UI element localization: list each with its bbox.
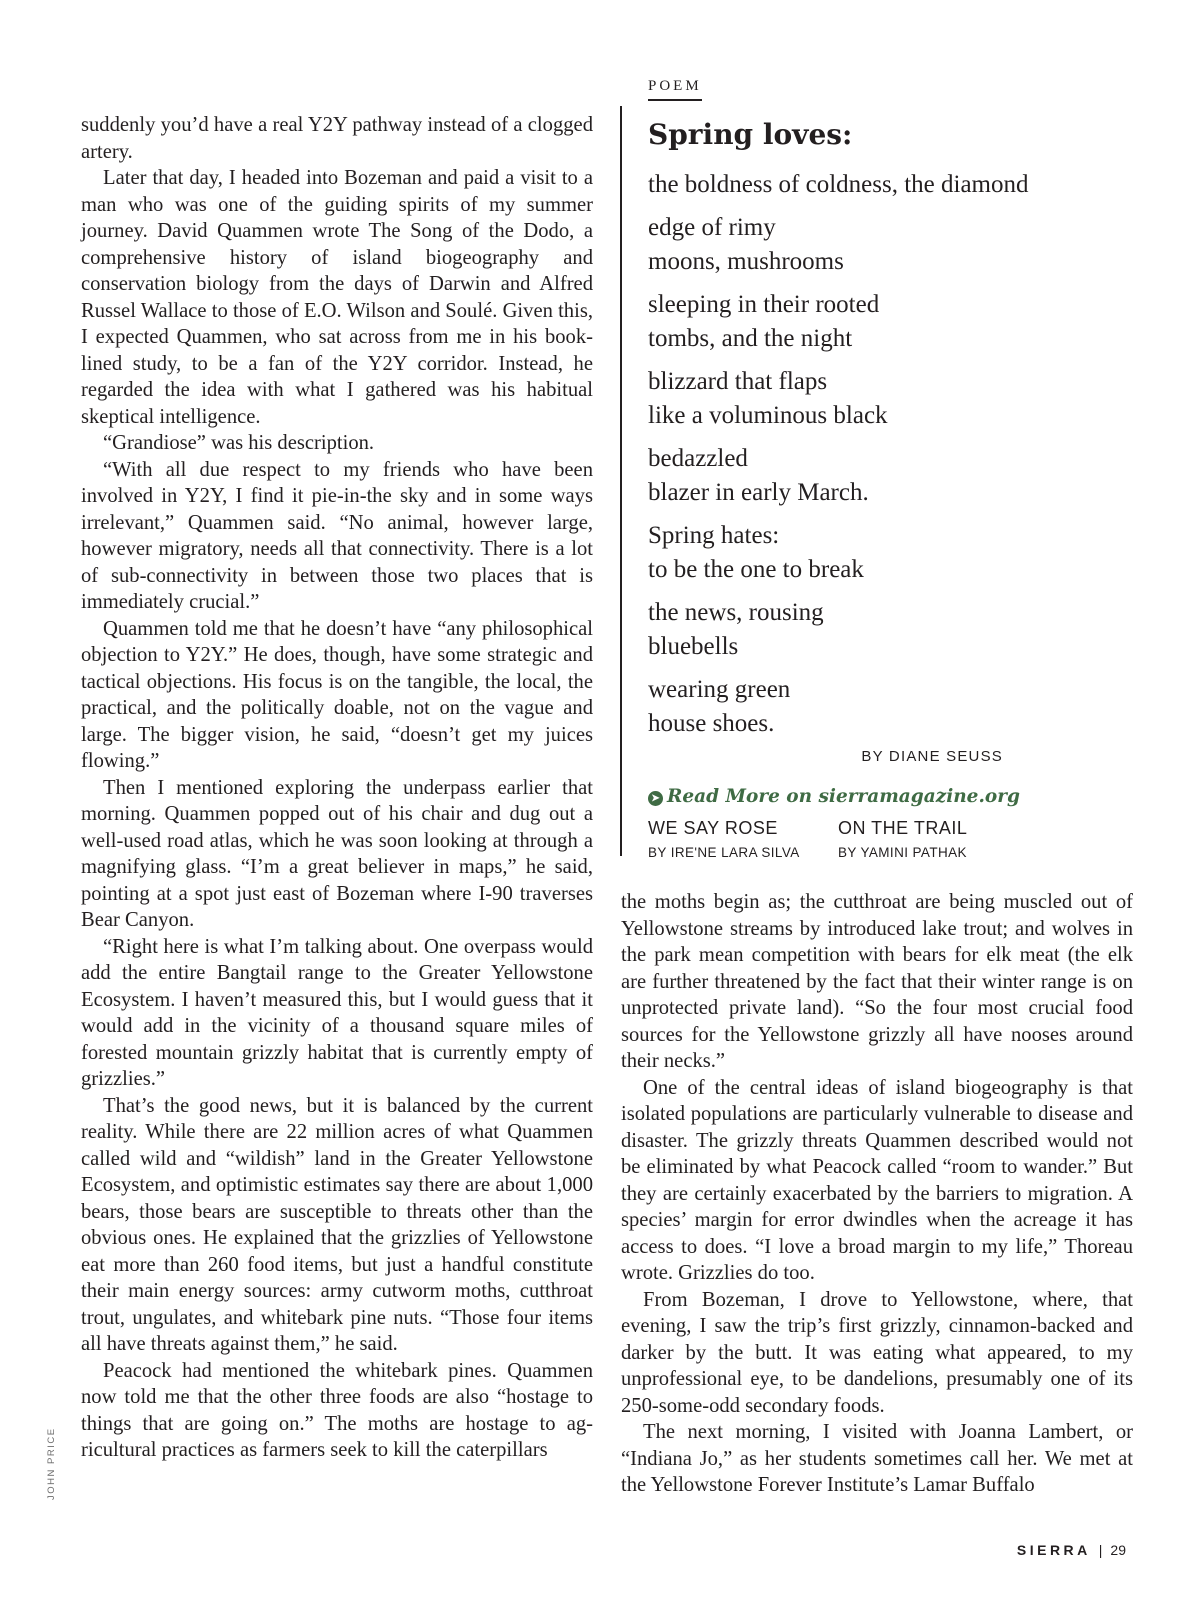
poem-line: wearing green	[648, 676, 791, 703]
poem-line: blizzard that flaps	[648, 368, 828, 395]
poem-title: Spring loves:	[648, 118, 853, 151]
poem-line: the boldness of coldness, the diamond	[648, 171, 1029, 198]
poem-line: Spring hates:	[648, 522, 780, 549]
article-paragraph: suddenly you’d have a real Y2Y pathway instead of a clogged artery.	[81, 114, 593, 163]
poem-stanza	[648, 673, 1118, 741]
poem-byline: BY DIANE SEUSS	[861, 748, 1003, 765]
poem-line: edge of rimy	[648, 214, 776, 241]
article-column-left	[81, 112, 593, 1464]
page-folio	[1017, 1542, 1126, 1558]
arrow-circle-icon: ➤	[648, 791, 663, 806]
poem-stanza	[648, 365, 1118, 433]
related-story-link[interactable]	[648, 818, 800, 860]
poem-stanza	[648, 168, 1118, 202]
related-story-byline: BY IRE'NE LARA SILVA	[648, 845, 800, 860]
poem-body	[648, 168, 1118, 750]
poem-stanza	[648, 519, 1118, 587]
related-story-title: ON THE TRAIL	[838, 818, 968, 838]
poem-line: to be the one to break	[648, 556, 864, 583]
read-more-label: Read More on sierramagazine.org	[667, 786, 1020, 807]
article-paragraph: Peacock had mentioned the whitebark pines. Quammen now told me that the other three foods are also “hostage to things that are going on.” The moths are hostage to agricultural practices as farmers seek to kill the caterpillars	[81, 1359, 593, 1461]
poem-line: blazer in early March.	[648, 479, 869, 506]
article-paragraph: “With all due respect to my friends who have been involved in Y2Y, I find it pie-in-the sky and in some ways irrelevant,” Quammen said. “No animal, however large, however migratory, needs all that connectivity. There is a lot of sub-connectivity in between those two places that is immediately crucial.”	[81, 458, 593, 613]
poem-line: bedazzled	[648, 445, 748, 472]
poem-stanza	[648, 288, 1118, 356]
article-paragraph: “Right here is what I’m talking about. One overpass would add the entire Bangtail range to the Greater Yellowstone Ecosystem. I haven’t measured this, but I would guess that it would add in the vicinity of a thousand square miles of forested mountain grizzly habitat that is currently empty of grizzlies.”	[81, 935, 593, 1090]
poem-line: like a voluminous black	[648, 402, 888, 429]
article-paragraph: From Bozeman, I drove to Yellowstone, where, that evening, I saw the trip’s first grizzly, cinnamon-backed and darker by the butt. It was eating what appeared, to my unprofessional eye, to be dandelions, presumably one of its 250-some-odd secondary foods.	[621, 1288, 1133, 1417]
article-paragraph: Then I mentioned exploring the underpass earlier that morning. Quammen popped out of his chair and dug out a well-used road atlas, which he was soon looking at through a magnifying glass. “I’m a great believer in maps,” he said, pointing at a spot just east of Bozeman where I-90 traverses Bear Canyon.	[81, 776, 593, 931]
page-number: 29	[1110, 1542, 1126, 1558]
article-paragraph: One of the central ideas of island biogeography is that isolated populations are particularly vulnerable to disease and disaster. The grizzly threats Quammen described would not be eliminated by what Peacock called “room to wander.” But they are certainly exacerbated by the barriers to migration. A species’ margin for error dwindles when the acreage it has access to does. “I love a broad margin to my life,” Thoreau wrote. Grizzlies do too.	[621, 1076, 1133, 1284]
poem-stanza	[648, 211, 1118, 279]
poem-stanza	[648, 442, 1118, 510]
related-story-byline: BY YAMINI PATHAK	[838, 845, 967, 860]
article-paragraph: Quammen told me that he doesn’t have “any philosophical objection to Y2Y.” He does, though, have some strategic and tactical objections. His focus is on the tangible, the local, the practical, and the politically doable, not on the vague and large. The bigger vision, he said, “doesn’t get my juices flowing.”	[81, 617, 593, 772]
article-paragraph: “Grandiose” was his description.	[103, 432, 375, 454]
photo-credit: JOHN PRICE	[46, 1427, 57, 1500]
poem-line: tombs, and the night	[648, 325, 853, 352]
poem-line: house shoes.	[648, 710, 775, 737]
folio-separator: |	[1098, 1542, 1103, 1558]
article-paragraph: the moths begin as; the cutthroat are being muscled out of Yellowstone streams by introduced lake trout; and wolves in the park mean competition with bears for elk meat (the elk are further threatened by the fact that their winter range is on unprotected private land). “So the four most crucial food sources for the Yellowstone grizzly all have nooses around their necks.”	[621, 891, 1133, 1072]
article-paragraph: That’s the good news, but it is balanced by the current reality. While there are 22 million acres of what Quammen called wild and “wildish” land in the Greater Yellowstone Ecosystem, and optimistic estimates say there are about 1,000 bears, those bears are susceptible to threats other than the obvious ones. He explained that the grizzlies of Yellowstone eat more than 260 food items, but just a handful constitute their main energy sources: army cutworm moths, cutthroat trout, ungulates, and whitebark pine nuts. “Those four items all have threats against them,” he said.	[81, 1094, 593, 1355]
related-story-link[interactable]	[838, 818, 967, 860]
poem-line: sleeping in their rooted	[648, 291, 880, 318]
poem-line: bluebells	[648, 633, 739, 660]
article-paragraph: Later that day, I headed into Bozeman and paid a visit to a man who was one of the guiding spirits of my summer journey. David Quammen wrote The Song of the Dodo, a comprehensive history of island biogeography and conservation biology from the days of Darwin and Alfred Russel Wallace to those of E.O. Wilson and Soulé. Given this, I expected Quammen, who sat across from me in his book-lined study, to be a fan of the Y2Y corridor. Instead, he regarded the idea with what I gathered was his habitual skeptical intelligence.	[81, 167, 593, 428]
poem-section-label: POEM	[648, 78, 702, 101]
poem-line: the news, rousing	[648, 599, 824, 626]
read-more-link[interactable]	[648, 786, 1020, 807]
poem-line: moons, mushrooms	[648, 248, 844, 275]
magazine-name: SIERRA	[1016, 1542, 1091, 1558]
related-story-title: WE SAY ROSE	[648, 818, 778, 838]
poem-stanza	[648, 596, 1118, 664]
sidebar-divider	[620, 106, 622, 856]
article-paragraph: The next morning, I visited with Joanna Lambert, or “Indiana Jo,” as her students sometimes call her. We met at the Yellowstone Forever Institute’s Lamar Buffalo	[621, 1421, 1133, 1496]
article-column-right	[621, 889, 1133, 1499]
